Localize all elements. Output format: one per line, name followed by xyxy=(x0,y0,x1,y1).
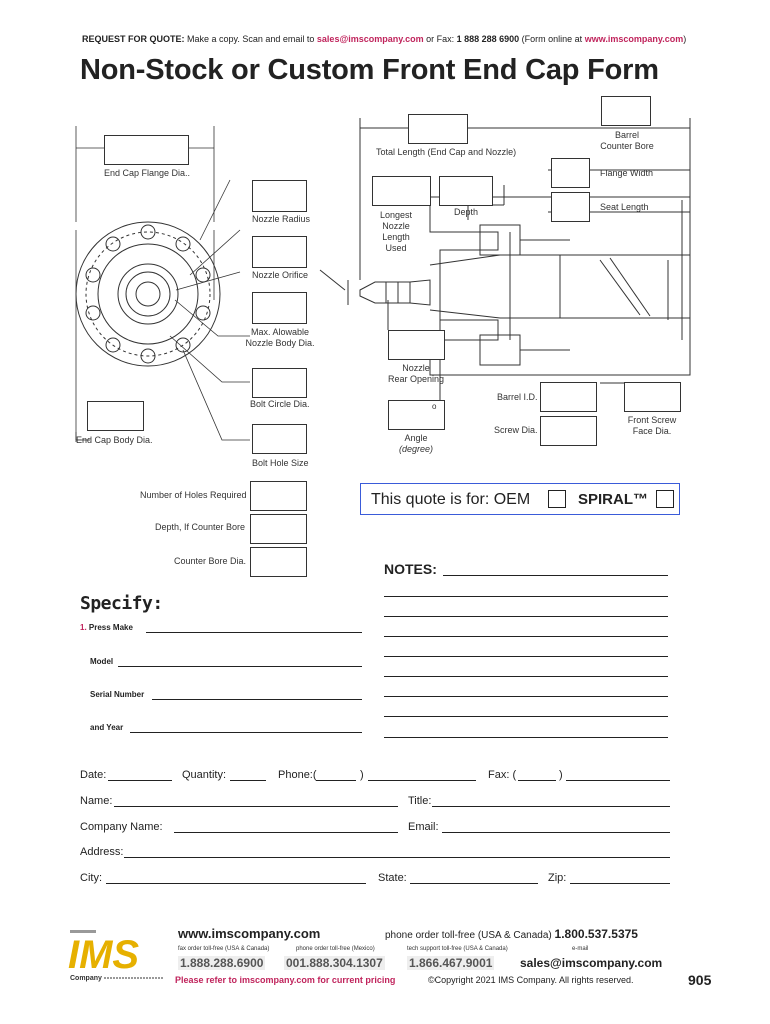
spiral-checkbox[interactable] xyxy=(656,490,674,508)
date-field[interactable] xyxy=(108,780,172,781)
depth-counter-bore-input[interactable] xyxy=(250,514,307,544)
cross-section xyxy=(320,118,690,400)
tech-support-label: tech support toll-free (USA & Canada) xyxy=(407,946,508,952)
longest-nozzle-length-input[interactable] xyxy=(372,176,431,206)
phone-label: Phone:( xyxy=(278,769,317,781)
bolt-hole-size-input[interactable] xyxy=(252,424,307,454)
phone-close: ) xyxy=(360,769,364,781)
model-label: Model xyxy=(90,657,114,666)
footer-website[interactable]: www.imscompany.com xyxy=(178,926,321,941)
spiral-label: SPIRAL™ xyxy=(578,491,649,508)
label-degree: (degree) xyxy=(398,444,434,454)
fax-label: Fax: ( xyxy=(488,769,517,781)
mexico-number: 001.888.304.1307 xyxy=(286,956,383,970)
notes-line[interactable] xyxy=(443,575,668,576)
notes-line[interactable] xyxy=(384,696,668,697)
label-longest-nozzle-length: Longest Nozzle Length Used xyxy=(379,210,413,253)
label-nozzle-radius: Nozzle Radius xyxy=(252,214,311,224)
zip-field[interactable] xyxy=(570,883,670,884)
max-nozzle-body-dia-input[interactable] xyxy=(252,292,307,324)
company-label: Company Name: xyxy=(80,821,163,833)
year-field[interactable] xyxy=(130,732,362,733)
barrel-counter-bore-input[interactable] xyxy=(601,96,651,126)
specify-heading: Specify: xyxy=(80,593,163,614)
tech-number: 1.866.467.9001 xyxy=(409,956,493,970)
counter-bore-dia-input[interactable] xyxy=(250,547,307,577)
label-counter-bore-dia: Counter Bore Dia. xyxy=(174,556,247,566)
label-angle: Angle xyxy=(404,433,428,443)
copyright: ©Copyright 2021 IMS Company. All rights reserved. xyxy=(428,975,634,985)
notes-line[interactable] xyxy=(384,737,668,738)
model-field[interactable] xyxy=(118,666,362,667)
logo-text: IMS xyxy=(68,933,140,977)
barrel-id-input[interactable] xyxy=(540,382,597,412)
front-screw-face-dia-input[interactable] xyxy=(624,382,681,412)
fax-order-label: fax order toll-free (USA & Canada) xyxy=(178,946,270,952)
nozzle-rear-opening-input[interactable] xyxy=(388,330,445,360)
serial-number-field[interactable] xyxy=(152,699,362,700)
mexico-label: phone order toll-free (Mexico) xyxy=(296,946,375,952)
fax-area-field[interactable] xyxy=(518,780,556,781)
label-seat-length: Seat Length xyxy=(600,202,649,212)
page-number: 905 xyxy=(688,972,712,988)
company-field[interactable] xyxy=(174,832,398,833)
bolt-circle-dia-input[interactable] xyxy=(252,368,307,398)
label-depth: Depth xyxy=(454,207,479,217)
label-end-cap-body-dia: End Cap Body Dia. xyxy=(76,435,153,445)
email-field[interactable] xyxy=(442,832,670,833)
label-total-length: Total Length (End Cap and Nozzle) xyxy=(376,147,517,157)
serial-number-label: Serial Number xyxy=(90,690,145,699)
end-cap-flange-dia-input[interactable] xyxy=(104,135,189,165)
fax-number: 1.888.288.6900 xyxy=(180,956,264,970)
fax-close: ) xyxy=(559,769,563,781)
website-link[interactable]: www.imscompany.com xyxy=(584,34,684,44)
flange-width-input[interactable] xyxy=(551,158,590,188)
number-of-holes-input[interactable] xyxy=(250,481,307,511)
label-max-nozzle-body-dia: Max. Alowable Nozzle Body Dia. xyxy=(245,327,315,348)
name-field[interactable] xyxy=(114,806,398,807)
state-label: State: xyxy=(378,872,407,884)
label-front-screw-face-dia: Front Screw Face Dia. xyxy=(627,415,677,436)
label-nozzle-orifice: Nozzle Orifice xyxy=(252,270,309,280)
email-label: Email: xyxy=(408,821,439,833)
label-nozzle-rear-opening: Nozzle Rear Opening xyxy=(387,363,445,384)
end-cap-face xyxy=(76,222,220,366)
logo-sub: Company xyxy=(70,975,102,982)
nozzle-orifice-input[interactable] xyxy=(252,236,307,268)
notes-line[interactable] xyxy=(384,616,668,617)
label-barrel-id: Barrel I.D. xyxy=(497,392,538,402)
title-field[interactable] xyxy=(432,806,670,807)
label-bolt-circle-dia: Bolt Circle Dia. xyxy=(250,399,310,409)
footer-phone-order: phone order toll-free (USA & Canada) 1.800.537.5375 xyxy=(385,927,638,941)
label-flange-width: Flange Width xyxy=(600,168,654,178)
address-field[interactable] xyxy=(124,857,670,858)
title-label: Title: xyxy=(408,795,432,807)
seat-length-input[interactable] xyxy=(551,192,590,222)
degree-symbol: o xyxy=(432,402,437,411)
name-label: Name: xyxy=(80,795,113,807)
fax-field[interactable] xyxy=(566,780,670,781)
city-label: City: xyxy=(80,872,102,884)
footer-email[interactable]: sales@imscompany.com xyxy=(520,956,663,970)
phone-field[interactable] xyxy=(368,780,476,781)
state-field[interactable] xyxy=(410,883,538,884)
depth-input[interactable] xyxy=(439,176,493,206)
notes-line[interactable] xyxy=(384,656,668,657)
label-depth-counter-bore: Depth, If Counter Bore xyxy=(155,522,246,532)
zip-label: Zip: xyxy=(548,872,567,884)
nozzle-radius-input[interactable] xyxy=(252,180,307,212)
city-field[interactable] xyxy=(106,883,366,884)
quote-for-text: This quote is for: OEM xyxy=(371,491,531,508)
label-bolt-hole-size: Bolt Hole Size xyxy=(252,458,309,468)
notes-line[interactable] xyxy=(384,636,668,637)
label-end-cap-flange-dia: End Cap Flange Dia.. xyxy=(104,168,191,178)
date-label: Date: xyxy=(80,769,107,781)
screw-dia-input[interactable] xyxy=(540,416,597,446)
notes-line[interactable] xyxy=(384,676,668,677)
quantity-label: Quantity: xyxy=(182,769,227,781)
address-label: Address: xyxy=(80,846,124,858)
email-footer-label: e-mail xyxy=(572,946,589,952)
phone-area-field[interactable] xyxy=(316,780,356,781)
page-title: Non-Stock or Custom Front End Cap Form xyxy=(80,54,659,86)
label-screw-dia: Screw Dia. xyxy=(494,425,538,435)
oem-checkbox[interactable] xyxy=(548,490,566,508)
label-barrel-counter-bore: Barrel Counter Bore xyxy=(600,130,654,151)
label-number-of-holes: Number of Holes Required xyxy=(140,490,247,500)
notes-line[interactable] xyxy=(384,596,668,597)
end-cap-body-dia-input[interactable] xyxy=(87,401,144,431)
year-label: and Year xyxy=(90,723,124,732)
notes-label: NOTES: xyxy=(384,561,437,577)
pricing-note: Please refer to imscompany.com for current pricing xyxy=(175,975,396,985)
request-for-quote-note: REQUEST FOR QUOTE: Make a copy. Scan and email to sales@imscompany.com or Fax: 1 888 288 6900 (Form online at www.imscompany.com) xyxy=(82,34,687,44)
total-length-input[interactable] xyxy=(408,114,468,144)
quantity-field[interactable] xyxy=(230,780,266,781)
press-make-field[interactable] xyxy=(146,632,362,633)
notes-line[interactable] xyxy=(384,716,668,717)
ims-logo xyxy=(68,930,166,982)
email-link[interactable]: sales@imscompany.com xyxy=(316,34,424,44)
press-make-label: 1. Press Make xyxy=(80,623,133,632)
